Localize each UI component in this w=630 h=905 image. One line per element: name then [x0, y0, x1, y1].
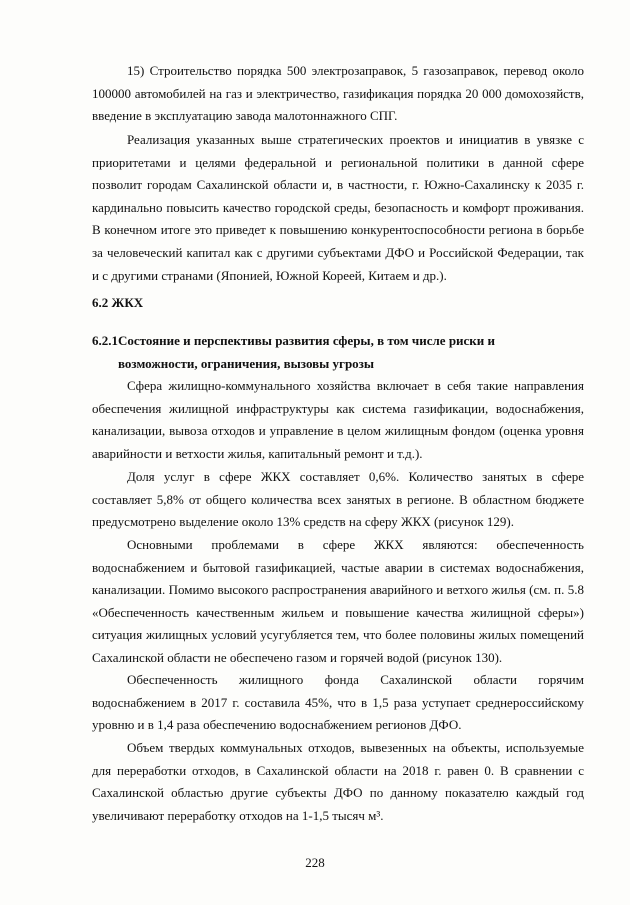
- subsection-heading: [92, 330, 584, 375]
- subsection-number: 6.2.1: [92, 333, 118, 348]
- paragraph-6: Обеспеченность жилищного фонда Сахалинской области горячим водоснабжением в 2017 г. составила 45%, что в 1,5 раза уступает среднероссийскому уровню и в 1,4 раза обеспечению водоснабжением регионов ДФО.: [92, 672, 584, 733]
- paragraph-7: Объем твердых коммунальных отходов, вывезенных на объекты, используемые для переработки отходов, в Сахалинской области на 2018 г. равен 0. В сравнении с Сахалинской областью другие субъекты ДФО по данному показателю каждый год увеличивают переработку отходов на 1-1,5 тысяч м³.: [92, 740, 584, 823]
- paragraph-4: Доля услуг в сфере ЖКХ составляет 0,6%. Количество занятых в сфере составляет 5,8% от общего количества всех занятых в регионе. В областном бюджете предусмотрено выделение около 13% средств на сферу ЖКХ (рисунок 129).: [92, 469, 584, 530]
- subsection-title-line2: возможности, ограничения, вызовы угрозы: [118, 355, 375, 371]
- subsection-title-line1: Состояние и перспективы развития сферы, в том числе риски и: [118, 333, 496, 348]
- paragraph-1: 15) Строительство порядка 500 электрозаправок, 5 газозаправок, перевод около 100000 автомобилей на газ и электричество, газификация порядка 20 000 домохозяйств, введение в эксплуатацию завода малотоннажного СПГ.: [92, 63, 584, 124]
- paragraph-2: Реализация указанных выше стратегических проектов и инициатив в увязке с приоритетами и целями федеральной и региональной политики в данной сфере позволит городам Сахалинской области и, в частности, г. Южно-Сахалинску к 2035 г. кардинально повысить качество городской среды, безопасность и комфорт проживания. В конечном итоге это приведет к повышению конкурентоспособности региона в борьбе за человеческий капитал как с другими субъектами ДФО и Российской Федерации, так и с другими странами (Японией, Южной Кореей, Китаем и др.).: [92, 132, 584, 283]
- paragraph-5: Основными проблемами в сфере ЖКХ являются: обеспеченность водоснабжением и бытовой газификацией, частые аварии в системах водоснабжения, канализации. Помимо высокого распространения аварийного и ветхого жилья (см. п. 5.8 «Обеспеченность качественным жильем и повышение качества жилищной сферы») ситуация жилищных условий усугубляется тем, что более половины жилых помещений Сахалинской области не обеспечено газом и горячей водой (рисунок 130).: [92, 537, 584, 665]
- paragraph-3: Сфера жилищно-коммунального хозяйства включает в себя такие направления обеспечения жилищной инфраструктуры как система газификации, водоснабжения, канализации, вывоза отходов и управление в целом жилищным фондом (оценка уровня аварийности и ветхости жилья, капитальный ремонт и т.д.).: [92, 378, 584, 461]
- section-heading: 6.2 ЖКХ: [92, 295, 144, 310]
- page-number: 228: [305, 855, 325, 870]
